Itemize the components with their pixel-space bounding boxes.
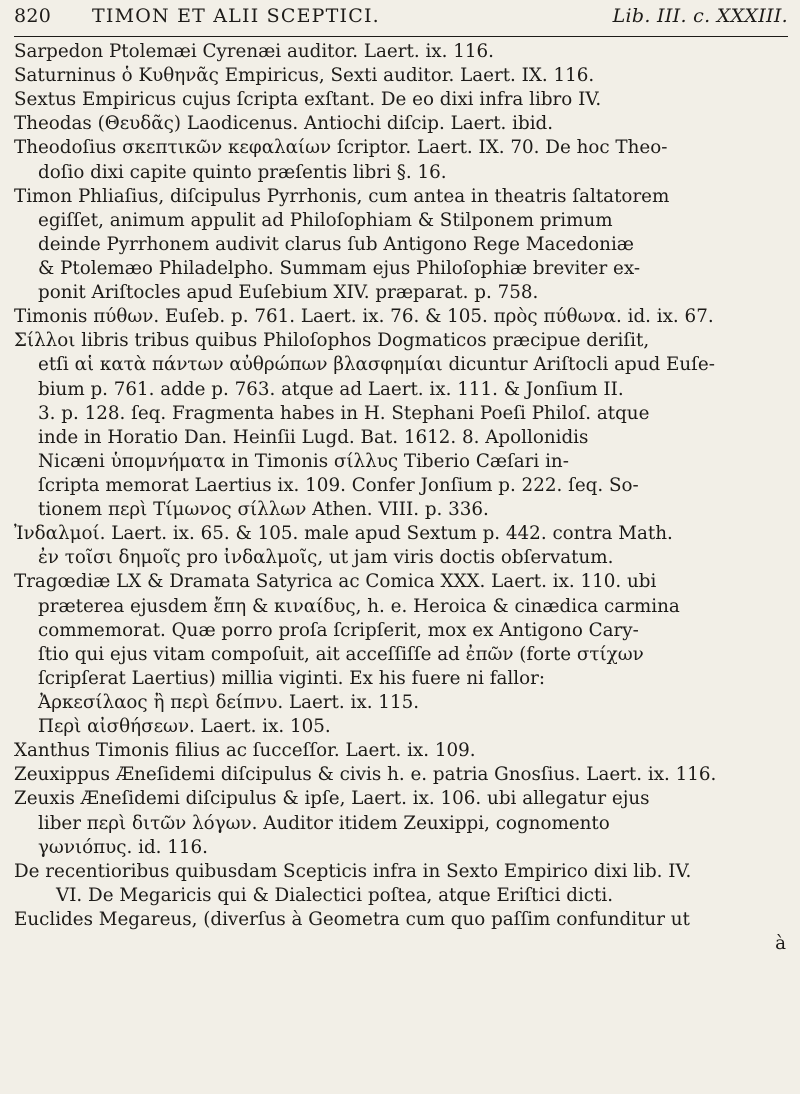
text-line: Sarpedon Ptolemæi Cyrenæi auditor. Laert. ix. 116.: [14, 41, 494, 62]
text-line: Timonis πύθων. Euſeb. p. 761. Laert. ix. 76. & 105. πρὸς πύθωνα. id. ix. 67.: [14, 306, 714, 328]
text-line: Xanthus Timonis filius ac ſucceſſor. Laert. ix. 109.: [14, 740, 476, 762]
text-line: Zeuxis Æneſidemi diſcipulus & ipſe, Laert. ix. 106. ubi allegatur ejus: [14, 788, 650, 810]
text-line: Ἀρκεσίλαος ἢ περὶ δείπνυ. Laert. ix. 115.: [38, 691, 420, 713]
text-line: Saturninus ὁ Κυθηνᾶς Empiricus, Sexti auditor. Laert. IX. 116.: [14, 65, 595, 87]
text-line: Σίλλοι libris tribus quibus Philoſophos Dogmaticos præcipue deriſit,: [14, 330, 650, 352]
text-body: [14, 40, 786, 956]
text-line: bium p. 761. adde p. 763. atque ad Laert. ix. 111. & Jonſium II.: [38, 378, 624, 400]
text-line: Zeuxippus Æneſidemi diſcipulus & civis h. e. patria Gnosſius. Laert. ix. 116.: [14, 764, 717, 786]
catchword: à: [775, 933, 786, 955]
text-line: liber περὶ διτῶν λόγων. Auditor itidem Zeuxippi, cognomento: [38, 812, 610, 834]
text-line: Timon Phliaſius, diſcipulus Pyrrhonis, cum antea in theatris ſaltatorem: [14, 185, 670, 207]
text-line: tionem περὶ Τίμωνος σίλλων Athen. VIII. p. 336.: [38, 499, 489, 521]
text-line: deinde Pyrrhonem audivit clarus ſub Antigono Rege Macedoniæ: [38, 233, 634, 255]
text-line: Nicæni ὑπομνήματα in Timonis σίλλυς Tiberio Cæſari in-: [38, 450, 569, 472]
text-line: ponit Ariſtocles apud Euſebium XIV. præparat. p. 758.: [38, 282, 539, 304]
text-line: ἐν τοῖσι δημοῖς pro ἰνδαλμοῖς, ut jam viris doctis obſervatum.: [38, 547, 614, 569]
running-header: [14, 5, 788, 35]
text-line: præterea ejusdem ἔπη & κιναίδυς, h. e. Heroica & cinædica carmina: [38, 595, 680, 617]
text-line: doſio dixi capite quinto præſentis libri §. 16.: [38, 161, 447, 183]
text-line: & Ptolemæo Philadelpho. Summam ejus Philoſophiæ breviter ex-: [38, 257, 641, 279]
running-title: TIMON ET ALII SCEPTICI.: [92, 5, 380, 27]
text-line: ſcripta memorat Laertius ix. 109. Confer Jonſium p. 222. ſeq. So-: [38, 474, 639, 496]
text-line: Sextus Empiricus cujus ſcripta exſtant. De eo dixi infra libro IV.: [14, 89, 602, 111]
text-line: De recentioribus quibusdam Scepticis infra in Sexto Empirico dixi lib. IV.: [14, 860, 692, 882]
text-line: Theodoſius σκεπτικῶν κεφαλαίων ſcriptor. Laert. IX. 70. De hoc Theo-: [14, 137, 668, 159]
text-line: inde in Horatio Dan. Heinſii Lugd. Bat. 1612. 8. Apollonidis: [38, 426, 589, 448]
text-line: Ἰνδαλμοί. Laert. ix. 65. & 105. male apud Sextum p. 442. contra Math.: [14, 523, 673, 545]
header-rule: [14, 36, 788, 37]
text-line: 3. p. 128. ſeq. Fragmenta habes in H. Stephani Poeſi Philoſ. atque: [38, 402, 650, 424]
text-line: ſtio qui ejus vitam compoſuit, ait acceſſiſſe ad ἐπῶν (forte στίχων: [38, 643, 644, 665]
section-heading: VI. De Megaricis qui & Dialectici poſtea, atque Eriſtici dicti.: [56, 884, 614, 906]
page-number: 820: [14, 5, 52, 27]
text-line: commemorat. Quæ porro proſa ſcripſerit, mox ex Antigono Cary-: [38, 619, 639, 641]
text-line: Theodas (Θευδᾶς) Laodicenus. Antiochi diſcip. Laert. ibid.: [14, 113, 554, 135]
text-line: ſcripſerat Laertius) millia viginti. Ex his fuere ni fallor:: [38, 667, 546, 689]
chapter-reference: Lib. III. c. XXXIII.: [612, 5, 788, 27]
text-line: γωνιόπυς. id. 116.: [38, 836, 208, 858]
text-line: egiſſet, animum appulit ad Philoſophiam & Stilponem primum: [38, 209, 613, 231]
text-line: etſi αἱ κατὰ πάντων αὐθρώπων βλασφημίαι dicuntur Ariſtocli apud Euſe-: [38, 354, 715, 376]
text-line: Tragœdiæ LX & Dramata Satyrica ac Comica XXX. Laert. ix. 110. ubi: [14, 571, 657, 593]
text-line: Περὶ αἰσθήσεων. Laert. ix. 105.: [38, 716, 331, 738]
text-line: Euclides Megareus, (diverſus à Geometra cum quo paſſim confunditur ut: [14, 908, 690, 930]
